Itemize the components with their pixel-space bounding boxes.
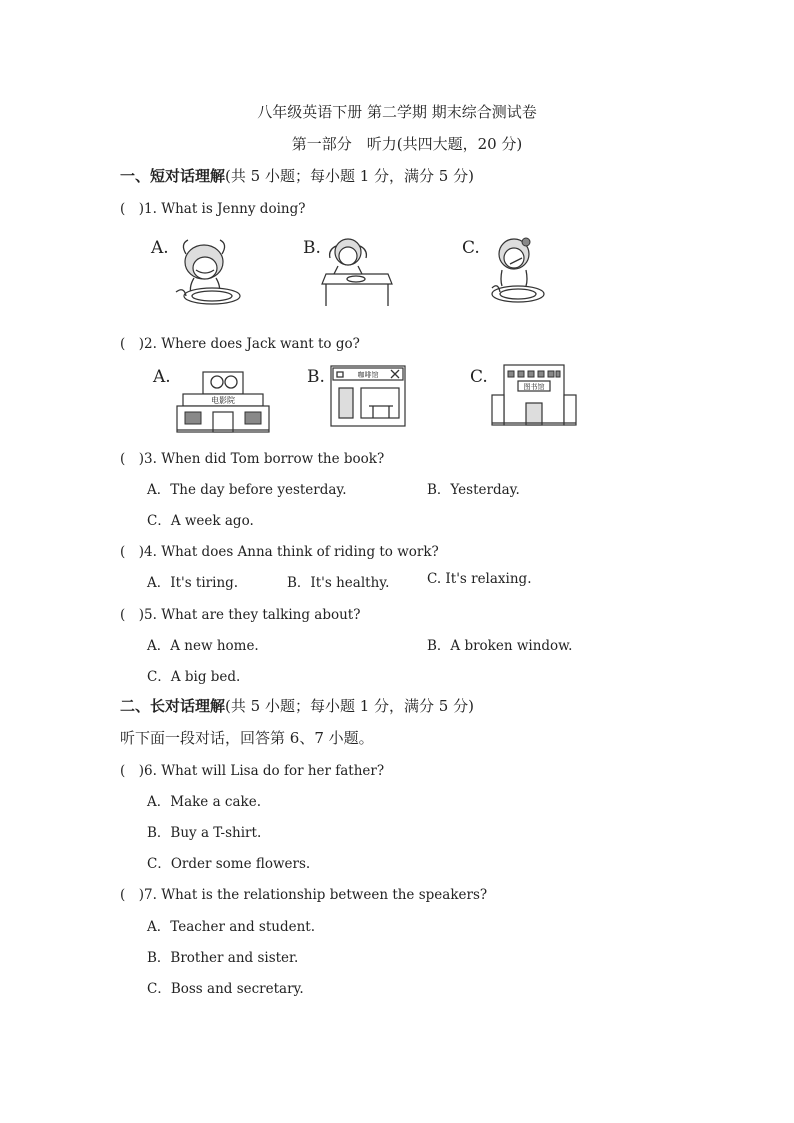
q1-option-c-label[interactable]: C. bbox=[462, 238, 480, 258]
question-6 bbox=[120, 759, 384, 779]
question-3 bbox=[120, 447, 384, 467]
answer-blank[interactable]: ( ) bbox=[120, 201, 145, 217]
answer-blank[interactable]: ( ) bbox=[120, 544, 145, 560]
q2-option-b-label[interactable]: B. bbox=[307, 367, 325, 387]
q3-option-c[interactable]: C．A week ago. bbox=[147, 513, 254, 529]
page-title: 八年级英语下册 第二学期 期末综合测试卷 bbox=[257, 103, 537, 121]
q6-option-b[interactable]: B．Buy a T-shirt. bbox=[147, 825, 262, 841]
question-5 bbox=[120, 603, 360, 623]
q7-option-c[interactable]: C．Boss and secretary. bbox=[147, 981, 304, 997]
answer-blank[interactable]: ( ) bbox=[120, 763, 145, 779]
cinema-sign: 电影院 bbox=[211, 396, 235, 405]
question-2-text: 2. Where does Jack want to go? bbox=[144, 336, 360, 352]
question-1-text: 1. What is Jenny doing? bbox=[144, 201, 306, 217]
q5-option-a[interactable]: A．A new home. bbox=[147, 638, 259, 654]
q7-option-a[interactable]: A．Teacher and student. bbox=[147, 919, 315, 935]
library-building-picture[interactable] bbox=[492, 365, 576, 425]
question-1 bbox=[120, 197, 305, 217]
q2-option-a-label[interactable]: A. bbox=[153, 367, 171, 387]
q5-option-b[interactable]: B．A broken window. bbox=[427, 638, 573, 654]
q4-option-a[interactable]: A．It's tiring. bbox=[147, 575, 239, 591]
library-sign: 图书馆 bbox=[523, 383, 545, 391]
question-5-text: 5. What are they talking about? bbox=[144, 607, 361, 623]
cinema-building-picture[interactable] bbox=[177, 368, 269, 432]
question-7-text: 7. What is the relationship between the speakers? bbox=[144, 887, 488, 903]
girl-at-table-picture[interactable] bbox=[322, 236, 392, 306]
question-2 bbox=[120, 332, 360, 352]
answer-blank[interactable]: ( ) bbox=[120, 607, 145, 623]
question-4-text: 4. What does Anna think of riding to work? bbox=[144, 544, 439, 560]
cafe-building-picture[interactable] bbox=[331, 366, 405, 426]
q1-option-b-label[interactable]: B. bbox=[303, 238, 321, 258]
q3-option-a[interactable]: A．The day before yesterday. bbox=[147, 482, 347, 498]
q4-option-b[interactable]: B．It's healthy. bbox=[287, 575, 390, 591]
girl-brushing-teeth-picture[interactable] bbox=[488, 236, 548, 308]
q6-option-c[interactable]: C．Order some flowers. bbox=[147, 856, 311, 872]
cafe-sign: 咖啡馆 bbox=[357, 371, 379, 379]
answer-blank[interactable]: ( ) bbox=[120, 451, 145, 467]
girl-washing-face-picture[interactable] bbox=[172, 234, 242, 310]
q1-option-a-label[interactable]: A. bbox=[151, 238, 169, 258]
section-heading-2 bbox=[120, 695, 474, 716]
part-subtitle: 第一部分 听力(共四大题，20 分) bbox=[291, 135, 523, 153]
q2-option-c-label[interactable]: C. bbox=[470, 367, 488, 387]
q6-option-a[interactable]: A．Make a cake. bbox=[147, 794, 261, 810]
q4-option-c[interactable]: C. It's relaxing. bbox=[427, 571, 532, 587]
section-1-note: (共 5 小题；每小题 1 分，满分 5 分) bbox=[225, 167, 474, 185]
section-heading-1 bbox=[120, 165, 474, 186]
question-6-text: 6. What will Lisa do for her father? bbox=[144, 763, 385, 779]
question-7 bbox=[120, 883, 487, 903]
section-2-note: (共 5 小题；每小题 1 分，满分 5 分) bbox=[225, 697, 474, 715]
q7-option-b[interactable]: B．Brother and sister. bbox=[147, 950, 299, 966]
question-4 bbox=[120, 540, 439, 560]
section-1-title: 一、短对话理解 bbox=[120, 167, 226, 185]
section-2-instruction: 听下面一段对话，回答第 6、7 小题。 bbox=[120, 729, 374, 747]
answer-blank[interactable]: ( ) bbox=[120, 336, 145, 352]
q3-option-b[interactable]: B．Yesterday. bbox=[427, 482, 520, 498]
q5-option-c[interactable]: C．A big bed. bbox=[147, 669, 241, 685]
section-2-title: 二、长对话理解 bbox=[120, 697, 226, 715]
answer-blank[interactable]: ( ) bbox=[120, 887, 145, 903]
question-3-text: 3. When did Tom borrow the book? bbox=[144, 451, 385, 467]
